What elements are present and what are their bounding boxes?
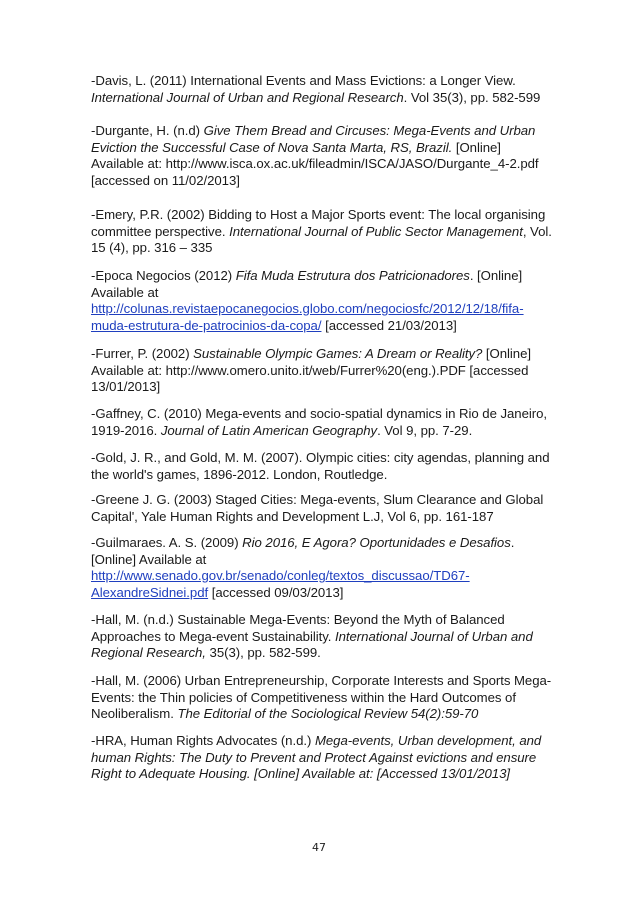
reference-title-italic: Sustainable Olympic Games: A Dream or Reality? (193, 346, 483, 361)
reference-link[interactable]: http://colunas.revistaepocanegocios.globo.com/negociosfc/2012/12/18/fifa-muda-estrutura-de-patrocinios-da-copa/ (91, 301, 524, 333)
reference-text: . Vol 9, pp. 7-29. (377, 422, 473, 438)
reference-text: . [Online] Available at (91, 268, 523, 300)
reference-entry (91, 346, 553, 396)
reference-text: -Davis, L. (2011) International Events and Mass Evictions: a Longer View. (91, 73, 516, 88)
reference-text: -Furrer, P. (2002) (91, 346, 194, 361)
page-number: 47 (312, 841, 326, 854)
reference-title-italic: Rio 2016, E Agora? Oportunidades e Desafios (242, 535, 511, 550)
reference-title-italic: International Journal of Urban and Regional Research (91, 89, 404, 105)
reference-text: -HRA, Human Rights Advocates (n.d.) (91, 733, 315, 748)
reference-text: [Online] Available at: http://www.omero.unito.it/web/Furrer%20(eng.).PDF [accessed 13/01/2013] (91, 346, 531, 395)
reference-title-italic: The Editorial of the Sociological Review 54(2):59-70 (177, 706, 479, 722)
reference-title-italic: International Journal of Urban and Regional Research, (91, 628, 533, 661)
reference-entry (91, 612, 553, 662)
reference-entry (91, 450, 553, 483)
reference-text: [Online] Available at: http://www.isca.ox.ac.uk/fileadmin/ISCA/JASO/Durgante_4-2.pdf [accessed on 11/02/2013] (91, 139, 539, 188)
reference-title-italic: Give Them Bread and Circuses: Mega-Events and Urban Eviction the Successful Case of Nova Santa Marta, RS, Brazil. (91, 123, 536, 155)
reference-entry (91, 492, 553, 525)
reference-title-italic: Journal of Latin American Geography (160, 422, 378, 438)
reference-text: -Gaffney, C. (2010) Mega-events and socio-spatial dynamics in Rio de Janeiro, 1919-2016. (91, 406, 547, 438)
reference-title-italic: International Journal of Public Sector Management (229, 223, 523, 239)
reference-entry (91, 123, 553, 189)
reference-text: -Emery, P.R. (2002) Bidding to Host a Major Sports event: The local organising committee perspective. (91, 207, 546, 239)
reference-entry (91, 268, 553, 334)
reference-text: -Hall, M. (n.d.) Sustainable Mega-Events: Beyond the Myth of Balanced Approaches to Mega-event Sustainability. (91, 612, 505, 644)
reference-entry (91, 535, 553, 601)
reference-text: -Hall, M. (2006) Urban Entrepreneurship, Corporate Interests and Sports Mega-Events: the Thin policies of Competitiveness within the Hard Outcomes of Neoliberalism. (91, 673, 552, 722)
reference-title-italic: Mega-events, Urban development, and human Rights: The Duty to Prevent and Protect Against evictions and ensure Right to Adequate Housing. [Online] Available at: [Accessed 13/01/2013] (91, 733, 542, 782)
reference-text: -Epoca Negocios (2012) (91, 268, 236, 283)
reference-text: -Durgante, H. (n.d) (91, 123, 204, 138)
reference-entry (91, 673, 553, 723)
reference-text: [accessed 21/03/2013] (321, 317, 457, 333)
reference-entry (91, 733, 553, 783)
reference-text: -Guilmaraes. A. S. (2009) (91, 535, 243, 550)
reference-entry (91, 406, 553, 439)
reference-text: , Vol. 15 (4), pp. 316 – 335 (91, 223, 552, 256)
reference-entry (91, 207, 553, 257)
reference-text: -Gold, J. R., and Gold, M. M. (2007). Olympic cities: city agendas, planning and the world's games, 1896-2012. London, Routledge. (91, 450, 550, 482)
reference-title-italic: Fifa Muda Estrutura dos Patricionadores (235, 268, 470, 283)
reference-text: [accessed 09/03/2013] (208, 584, 344, 600)
reference-entry (91, 73, 553, 106)
reference-link[interactable]: http://www.senado.gov.br/senado/conleg/textos_discussao/TD67-AlexandreSidnei.pdf (91, 568, 470, 600)
reference-text: . Vol 35(3), pp. 582-599 (403, 89, 541, 105)
reference-text: . [Online] Available at (91, 535, 515, 567)
reference-text: 35(3), pp. 582-599. (205, 645, 321, 661)
reference-text: -Greene J. G. (2003) Staged Cities: Mega-events, Slum Clearance and Global Capital', Yale Human Rights and Development L.J, Vol 6, pp. 161-187 (91, 492, 544, 524)
